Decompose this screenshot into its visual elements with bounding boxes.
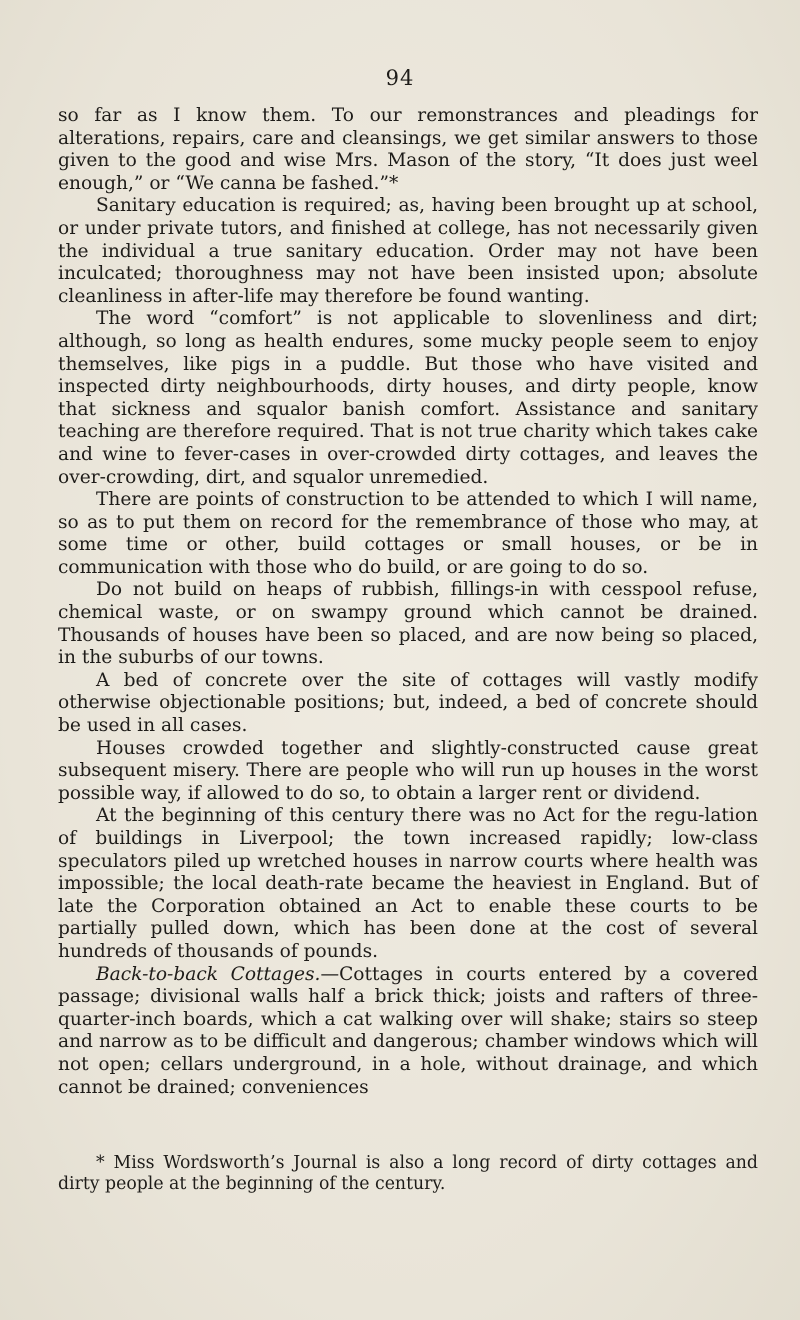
- paragraph-9-text: —Cottages in courts entered by a covered passage; divisional walls half a brick thick; joists and rafters of three-quarter-inch boards, which a cat walking over will shake; stairs so steep and narrow as to be difficult and dangerous; chamber windows which will not open; cellars underground, in a hole, without drainage, and which cannot be drained; conveniences: [58, 963, 758, 1098]
- paragraph-8: At the beginning of this century there was no Act for the regu-lation of buildings in Liverpool; the town increased rapidly; low-class speculators piled up wretched houses in narrow courts where health was impossible; the local death-rate became the heaviest in England. But of late the Corporation obtained an Act to enable these courts to be partially pulled down, which has been done at the cost of several hundreds of thousands of pounds.: [58, 805, 758, 962]
- paragraph-5: Do not build on heaps of rubbish, fillings-in with cesspool refuse, chemical waste, or on swampy ground which cannot be drained. Thousands of houses have been so placed, and are now being so placed, in the suburbs of our towns.: [58, 579, 758, 669]
- paragraph-7: Houses crowded together and slightly-constructed cause great subsequent misery. There are people who will run up houses in the worst possible way, if allowed to do so, to obtain a larger rent or dividend.: [58, 737, 758, 804]
- footnote: * Miss Wordsworth’s Journal is also a long record of dirty cottages and dirty people at the beginning of the century.: [58, 1153, 758, 1194]
- paragraph-3: The word “comfort” is not applicable to slovenliness and dirt; although, so long as health endures, some mucky people seem to enjoy themselves, like pigs in a puddle. But those who have visited and inspected dirty neighbourhoods, dirty houses, and dirty people, know that sickness and squalor banish comfort. Assistance and sanitary teaching are therefore required. That is not true charity which takes cake and wine to fever-cases in over-crowded dirty cottages, and leaves the over-crowding, dirt, and squalor unremedied.: [58, 308, 758, 488]
- main-text: [58, 105, 758, 1099]
- paragraph-4: There are points of construction to be attended to which I will name, so as to put them on record for the remembrance of those who may, at some time or other, build cottages or small houses, or be in communication with those who do build, or are going to do so.: [58, 489, 758, 578]
- section-heading-back-to-back: Back-to-back Cottages.: [96, 963, 321, 985]
- page-number: 94: [385, 66, 415, 90]
- paragraph-9: [58, 964, 758, 1100]
- paragraph-2: Sanitary education is required; as, having been brought up at school, or under private tutors, and finished at college, has not necessarily given the individual a true sanitary education. Order may not have been inculcated; thoroughness may not have been insisted upon; absolute cleanliness in after-life may therefore be found wanting.: [58, 195, 758, 307]
- paragraph-6: A bed of concrete over the site of cottages will vastly modify otherwise objectionable positions; but, indeed, a bed of concrete should be used in all cases.: [58, 669, 758, 737]
- paragraph-1: so far as I know them. To our remonstrances and pleadings for alterations, repairs, care and cleansings, we get similar answers to those given to the good and wise Mrs. Mason of the story, “It does just weel enough,” or “We canna be fashed.”*: [58, 105, 758, 194]
